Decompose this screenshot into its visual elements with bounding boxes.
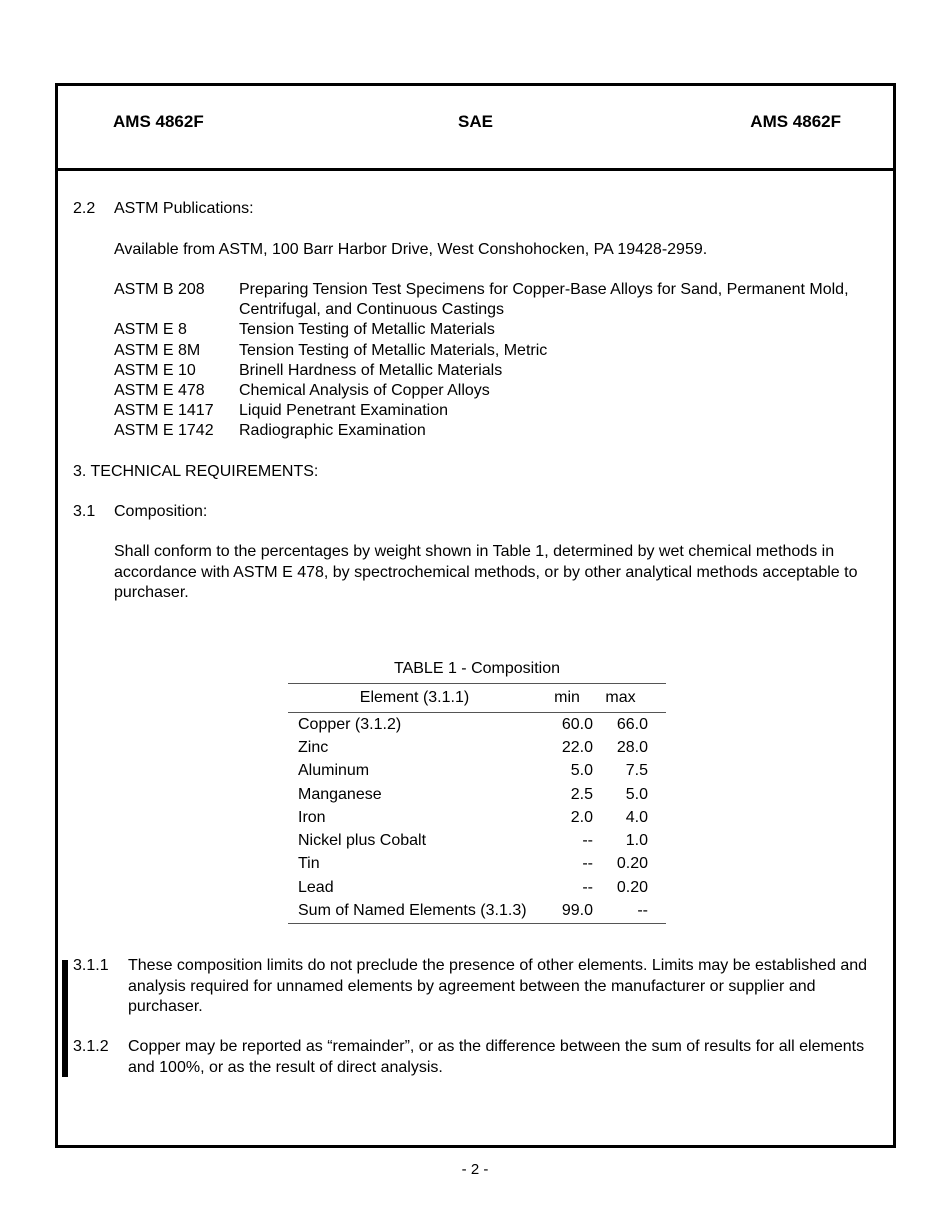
cell-min: 2.0 — [570, 808, 593, 826]
cell-element: Manganese — [298, 785, 382, 803]
cell-max: 0.20 — [616, 878, 648, 896]
cell-min: 60.0 — [561, 715, 593, 733]
reference-title: Liquid Penetrant Examination — [239, 402, 449, 419]
cell-max: 4.0 — [625, 808, 648, 826]
table-row — [288, 713, 666, 737]
cell-element: Lead — [298, 878, 334, 896]
cell-min: 99.0 — [541, 899, 593, 923]
table-row — [288, 783, 666, 806]
subsection-paragraph: Copper may be reported as “remainder”, or as the difference between the sum of results for all elements and 100%, or as the result of direct analysis. — [128, 1038, 865, 1076]
table-row — [288, 760, 666, 783]
cell-element: Iron — [298, 808, 326, 826]
reference-title: Tension Testing of Metallic Materials — [239, 321, 495, 338]
reference-code: ASTM B 208 — [114, 281, 205, 298]
cell-max: 1.0 — [625, 832, 648, 850]
cell-element: Aluminum — [298, 762, 370, 780]
reference-title: Chemical Analysis of Copper Alloys — [239, 382, 490, 399]
section-number: 3.1 — [73, 503, 96, 520]
reference-code: ASTM E 1742 — [114, 422, 214, 439]
cell-element: Tin — [298, 855, 320, 873]
cell-max: 28.0 — [616, 738, 648, 756]
header-doc-number-left: AMS 4862F — [113, 112, 204, 131]
cell-max: 7.5 — [625, 762, 648, 780]
reference-code: ASTM E 8 — [114, 321, 187, 338]
page-number: - 2 - — [461, 1161, 489, 1178]
cell-max: 66.0 — [616, 715, 648, 733]
subsection-number: 3.1.1 — [73, 957, 109, 974]
table-caption: TABLE 1 - Composition — [394, 660, 560, 677]
table-row — [288, 736, 666, 759]
section-heading: 3. TECHNICAL REQUIREMENTS: — [73, 463, 319, 480]
reference-code: ASTM E 8M — [114, 342, 201, 359]
reference-title: Brinell Hardness of Metallic Materials — [239, 362, 503, 379]
cell-element: Nickel plus Cobalt — [298, 832, 427, 850]
cell-max: -- — [593, 899, 666, 923]
subsection-paragraph: These composition limits do not preclude the presence of other elements. Limits may be established and analysis required for unnamed elements by agreement between the manufacturer or supplier and purchaser. — [128, 957, 868, 1015]
cell-min: -- — [582, 878, 593, 896]
subsection-number: 3.1.2 — [73, 1038, 109, 1055]
reference-code: ASTM E 1417 — [114, 402, 214, 419]
availability-text: Available from ASTM, 100 Barr Harbor Drive, West Conshohocken, PA 19428-2959. — [114, 241, 708, 258]
table-row — [288, 899, 666, 923]
section-title: Composition: — [114, 503, 208, 520]
cell-min: 22.0 — [561, 738, 593, 756]
section-paragraph: Shall conform to the percentages by weight shown in Table 1, determined by wet chemical methods in accordance with ASTM E 478, by spectrochemical methods, or by other analytical methods acceptable to purchaser. — [114, 543, 858, 601]
section-title: ASTM Publications: — [114, 200, 254, 217]
column-header-min: min — [541, 684, 593, 713]
column-header-max: max — [593, 684, 666, 713]
cell-min: -- — [582, 832, 593, 850]
cell-element: Sum of Named Elements (3.1.3) — [288, 899, 541, 923]
reference-code: ASTM E 478 — [114, 382, 205, 399]
header-org: SAE — [458, 112, 493, 131]
column-header-element: Element (3.1.1) — [288, 684, 541, 713]
reference-title: Preparing Tension Test Specimens for Copper-Base Alloys for Sand, Permanent Mold, Centrifugal, and Continuous Castings — [239, 281, 849, 318]
cell-max: 5.0 — [625, 785, 648, 803]
cell-max: 0.20 — [616, 855, 648, 873]
cell-element: Zinc — [298, 738, 329, 756]
cell-element: Copper (3.1.2) — [298, 715, 402, 733]
table-header-row — [288, 684, 666, 713]
reference-title: Radiographic Examination — [239, 422, 426, 439]
table-row — [288, 853, 666, 876]
table-row — [288, 876, 666, 899]
page-frame — [55, 83, 896, 1148]
cell-min: -- — [582, 855, 593, 873]
section-number: 2.2 — [73, 200, 96, 217]
cell-min: 2.5 — [570, 785, 593, 803]
table-row — [288, 806, 666, 829]
reference-code: ASTM E 10 — [114, 362, 196, 379]
composition-table — [288, 659, 666, 924]
revision-change-bar — [62, 960, 68, 1077]
header-doc-number-right: AMS 4862F — [750, 112, 841, 131]
reference-title: Tension Testing of Metallic Materials, Metric — [239, 342, 548, 359]
table-row — [288, 829, 666, 852]
document-header — [58, 86, 893, 171]
cell-min: 5.0 — [570, 762, 593, 780]
